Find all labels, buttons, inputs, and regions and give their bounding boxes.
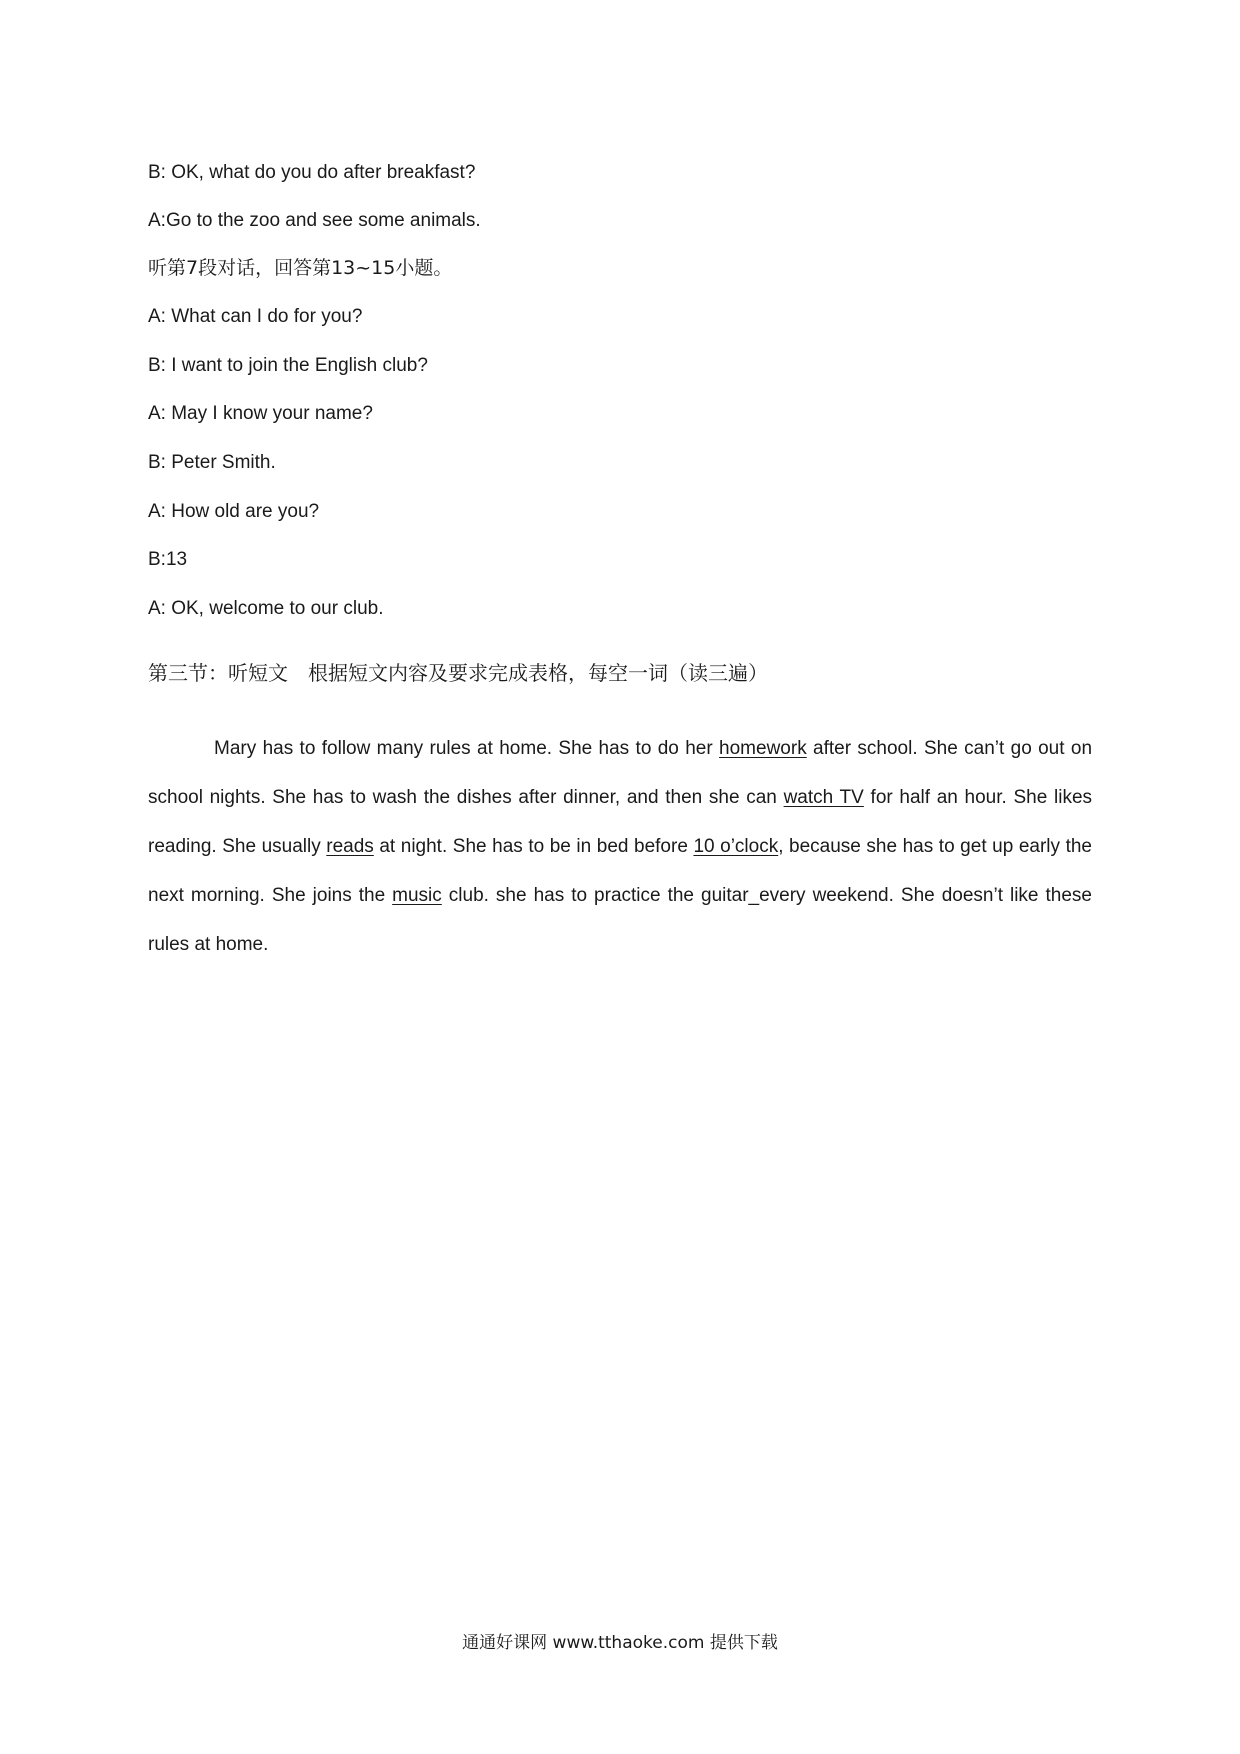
passage-text: Mary has to follow many rules at home. She has to do her [214, 738, 720, 759]
passage-text: after school. She can’t go out on school nights. She has to wash the dishes after dinner, and then she can [148, 738, 1093, 808]
answer-reads: reads [326, 836, 374, 857]
dialogue-line: A: May I know your name? [148, 403, 373, 424]
answer-music: music [392, 885, 442, 906]
dialogue-line: A:Go to the zoo and see some animals. [148, 210, 481, 231]
dialogue-line: B: OK, what do you do after breakfast? [148, 162, 476, 183]
page-footer: 通通好课网 www.tthaoke.com 提供下载 [462, 1633, 778, 1653]
dialogue-line: B: Peter Smith. [148, 452, 276, 473]
answer-homework: homework [719, 738, 807, 759]
listening-passage [148, 724, 1092, 969]
dialogue-line: A: OK, welcome to our club. [148, 598, 384, 619]
answer-time: 10 o’clock [693, 836, 779, 857]
passage-text: club. she has to practice the guitar_every weekend. She doesn’t like these rules at home. [148, 885, 1092, 955]
dialogue-line: B: I want to join the English club? [148, 355, 428, 376]
answer-watch-tv: watch TV [783, 787, 864, 808]
dialogue-line: B:13 [148, 549, 188, 570]
dialogue-line: A: How old are you? [148, 501, 320, 522]
section-3-heading: 第三节：听短文 根据短文内容及要求完成表格，每空一词（读三遍） [148, 661, 768, 685]
dialogue-7-instruction: 听第7段对话，回答第13~15小题。 [148, 257, 453, 279]
passage-text: for half an hour. She likes reading. She usually [148, 787, 1093, 857]
passage-text: at night. She has to be in bed before [373, 836, 694, 857]
passage-text: , because she has to get up early the next morning. She joins the [148, 836, 1092, 906]
dialogue-line: A: What can I do for you? [148, 306, 363, 327]
